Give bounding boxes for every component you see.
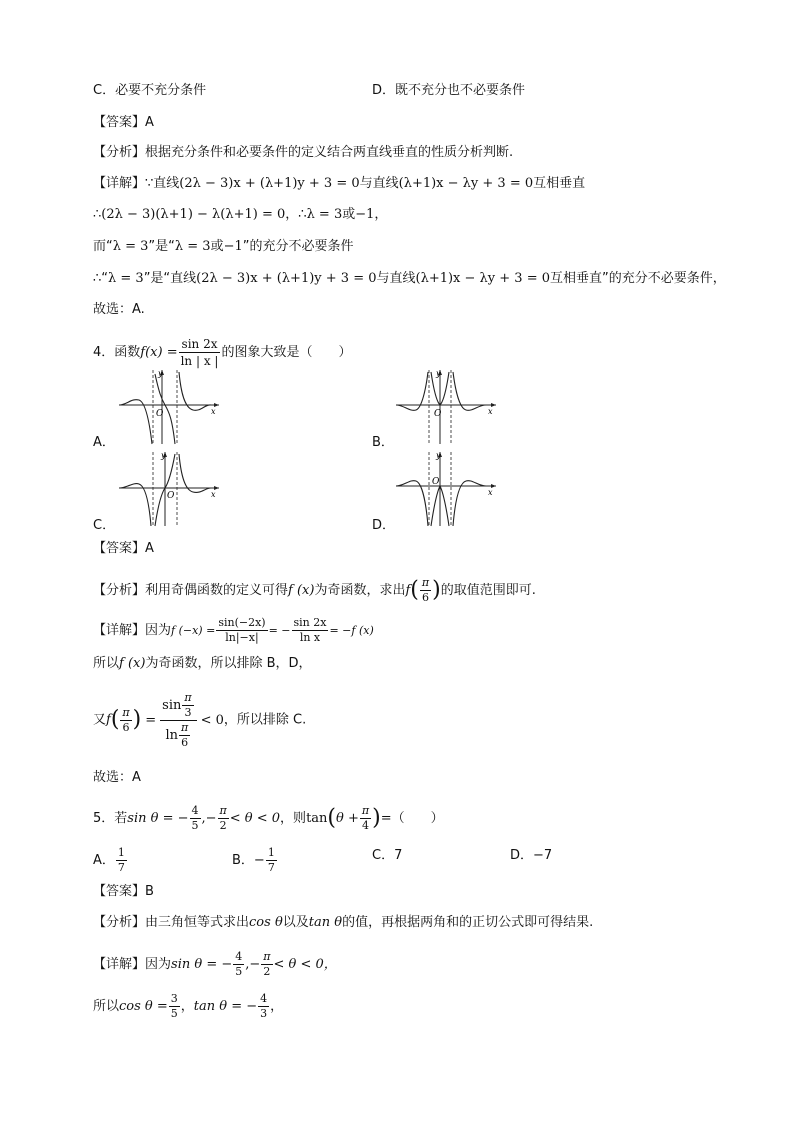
lambda-value: λ = 3 xyxy=(306,207,343,222)
fraction-denominator: 3 xyxy=(184,705,192,719)
graph-option-b xyxy=(392,368,502,446)
theta-plus: θ + xyxy=(336,811,359,826)
conclusion: 故选：A xyxy=(93,770,141,785)
origin-label: O xyxy=(434,409,442,419)
graph-option-c xyxy=(115,450,225,528)
option-d: D．既不充分也不必要条件 xyxy=(372,83,526,98)
q5-option-b xyxy=(232,846,278,875)
function-expr: f xyxy=(106,712,111,728)
answer-value: A xyxy=(145,541,154,556)
detail-text: ，所以排除 C. xyxy=(223,712,307,728)
x-axis-label: x xyxy=(488,407,493,416)
fraction-denominator: 6 xyxy=(122,720,130,734)
tan-expr: tan θ = − xyxy=(193,999,258,1014)
detail-text: 所以 xyxy=(93,999,120,1014)
fraction-denominator: 2 xyxy=(263,965,271,978)
function-expr: f (x) xyxy=(119,656,146,671)
detail-text: 与直线 xyxy=(359,176,399,191)
fraction-numerator: π xyxy=(421,576,430,589)
detail-text: ”是“直线 xyxy=(143,271,197,286)
stem-text: 的图象大致是（ ） xyxy=(221,345,352,360)
fraction-denominator: ln|−x| xyxy=(225,631,259,644)
detail-text: 所以 xyxy=(93,656,120,671)
analysis-text: 根据充分条件和必要条件的定义结合两直线垂直的性质分析判断. xyxy=(145,145,514,160)
function-expr: = −f (x) xyxy=(329,624,374,637)
less-than-zero: < 0 xyxy=(200,712,224,728)
fraction-denominator: 4 xyxy=(361,819,369,832)
theta-range: < θ < 0， xyxy=(273,957,337,972)
fraction-numerator: π xyxy=(361,804,370,817)
fraction-numerator: sin 2x xyxy=(293,616,327,629)
fraction-4-5 xyxy=(190,804,201,833)
answer-line xyxy=(93,539,154,559)
fraction-numerator: π xyxy=(181,720,189,734)
fraction-denominator: 5 xyxy=(235,965,243,978)
detail-text: ， xyxy=(374,207,388,222)
conclusion: 故选：A. xyxy=(93,302,145,317)
detail-text: 互相垂直 xyxy=(533,176,586,191)
pi-over-3 xyxy=(182,691,193,720)
equals: = xyxy=(145,712,157,728)
fraction-denominator: 6 xyxy=(181,735,189,749)
fraction-1-7 xyxy=(266,846,277,875)
option-a-label: A． xyxy=(93,435,115,450)
analysis-text: 由三角恒等式求出 xyxy=(145,915,250,930)
fraction-numerator: π xyxy=(184,690,192,704)
fraction-denominator: 3 xyxy=(260,1007,268,1020)
fraction-denominator: 7 xyxy=(117,861,125,874)
detail-text: ”是“ xyxy=(148,239,175,254)
answer-tag: 【答案】 xyxy=(93,541,146,556)
fraction-4-3 xyxy=(258,992,269,1021)
detail-text: 为奇函数，所以排除 B，D， xyxy=(145,656,312,671)
pi-over-2 xyxy=(261,950,272,979)
detail-text: 又 xyxy=(93,712,107,728)
analysis-text: 利用奇偶函数的定义可得 xyxy=(145,583,289,598)
x-axis-label: x xyxy=(211,407,216,416)
analysis-line xyxy=(93,913,593,933)
fraction-1-7 xyxy=(116,846,127,875)
function-expr: f (x) xyxy=(288,583,315,598)
stem-text: 4．函数 xyxy=(93,345,141,360)
origin-label: O xyxy=(432,477,440,487)
detail-text: ， xyxy=(180,999,194,1014)
pi-over-4 xyxy=(360,804,371,833)
option-label: B．− xyxy=(232,853,265,868)
fraction-2 xyxy=(292,616,329,645)
sin-label: sin xyxy=(162,697,182,713)
function-name: f(x) = xyxy=(140,345,178,360)
fraction-numerator: 4 xyxy=(260,992,268,1005)
graph-option-a xyxy=(115,368,225,446)
detail-tag: 【详解】 xyxy=(93,623,146,638)
fraction-1 xyxy=(216,616,267,645)
analysis-tag: 【分析】 xyxy=(93,915,146,930)
analysis-line: 【分析】利用奇偶函数的定义可得f (x)为奇函数，求出f( $\frac{\pi}{6}$ )的取值范围即可. xyxy=(93,576,536,604)
x-axis-label: x xyxy=(211,490,216,499)
detail-line-4 xyxy=(93,269,726,289)
detail-line-1 xyxy=(93,950,337,979)
answer-value: A xyxy=(145,115,154,130)
analysis-tag: 【分析】 xyxy=(93,583,146,598)
answer-value: B xyxy=(145,884,154,899)
tan-expr: tan θ xyxy=(308,915,343,930)
option-d-label: D． xyxy=(372,518,396,533)
q5-option-a xyxy=(93,846,128,875)
sin-over-ln-fraction xyxy=(160,691,196,750)
pi-over-2 xyxy=(218,804,229,833)
analysis-tag: 【分析】 xyxy=(93,145,146,160)
pi-over-6 xyxy=(179,721,190,750)
separator: ,− xyxy=(201,811,217,826)
detail-line-2 xyxy=(93,992,283,1021)
equals: = xyxy=(380,811,392,826)
lambda-value-2: −1 xyxy=(355,207,375,222)
fraction-numerator: π xyxy=(263,950,271,963)
question-4-stem xyxy=(93,336,351,369)
detail-text: ，∴ xyxy=(285,207,307,222)
detail-text: ”的充分不必要条件 xyxy=(242,239,354,254)
fraction-numerator: π xyxy=(219,804,227,817)
lambda-eq: −1 xyxy=(223,239,243,254)
fraction-numerator: 1 xyxy=(267,846,275,859)
function-fraction xyxy=(179,336,221,369)
line-equation-1: (2λ − 3)x + (λ+1)y + 3 = 0 xyxy=(179,176,360,191)
detail-text: 而“ xyxy=(93,239,113,254)
detail-text: 互相垂直”的充分不必要条件， xyxy=(550,271,726,286)
detail-line-2 xyxy=(93,205,387,225)
stem-text: （ ） xyxy=(391,811,444,826)
detail-line-1 xyxy=(93,174,585,194)
ln-label: ln xyxy=(165,727,179,743)
fraction-numerator: sin(−2x) xyxy=(218,616,266,629)
option-c: C．必要不充分条件 xyxy=(93,83,207,98)
detail-text: 或 xyxy=(210,239,224,254)
fraction-numerator: 4 xyxy=(235,950,243,963)
fraction-3-5 xyxy=(169,992,180,1021)
fraction-denominator: 5 xyxy=(170,1007,178,1020)
line-equation-1: (2λ − 3)x + (λ+1)y + 3 = 0 xyxy=(196,271,377,286)
detail-line-3: 又f( $\frac{\pi}{6}$ ) = sin $\frac{\pi}{3}$ ln $\frac{\pi}{6}$ < 0，所以排除 C. xyxy=(93,690,307,749)
fraction-denominator: 6 xyxy=(421,591,429,604)
fraction-numerator xyxy=(160,691,196,721)
answer-line xyxy=(93,882,154,902)
theta-range: < θ < 0 xyxy=(229,811,281,826)
line-equation-2: (λ+1)x − λy + 3 = 0 xyxy=(415,271,550,286)
analysis-text: 为奇函数，求出 xyxy=(314,583,406,598)
detail-text: 与直线 xyxy=(376,271,416,286)
origin-label: O xyxy=(167,491,175,501)
q5-option-c: C．7 xyxy=(372,848,403,863)
detail-text: ∴“ xyxy=(93,271,109,286)
tan-label: tan xyxy=(306,811,328,826)
detail-text: 因为 xyxy=(145,623,172,638)
cos-expr: cos θ xyxy=(249,915,283,930)
detail-text: 因为 xyxy=(145,957,172,972)
equals: = − xyxy=(268,624,291,637)
lambda-eq: λ = 3 xyxy=(174,239,211,254)
lambda-eq: λ = 3 xyxy=(112,239,149,254)
sin-expr: sin θ = − xyxy=(171,957,233,972)
detail-text: 或 xyxy=(342,207,356,222)
analysis-text: 的值，再根据两角和的正切公式即可得结果. xyxy=(342,915,594,930)
pi-over-6 xyxy=(120,706,131,735)
function-expr: f xyxy=(405,583,411,598)
sin-expr: sin θ = − xyxy=(127,811,189,826)
fraction-denominator xyxy=(160,721,196,750)
perpendicular-condition: ∴(2λ − 3)(λ+1) − λ(λ+1) = 0 xyxy=(93,207,286,222)
analysis-text: 以及 xyxy=(282,915,309,930)
answer-line xyxy=(93,113,154,133)
fraction-numerator: π xyxy=(122,705,130,719)
fraction-numerator: 3 xyxy=(170,992,178,1005)
graph-option-d xyxy=(392,450,502,528)
detail-tag: 【详解】 xyxy=(93,957,146,972)
analysis-line xyxy=(93,143,513,163)
stem-text: 5．若 xyxy=(93,811,128,826)
fraction-denominator: 2 xyxy=(219,819,227,832)
detail-tag: 【详解】 xyxy=(93,176,146,191)
function-expr: f (−x) = xyxy=(171,624,216,637)
detail-text: ， xyxy=(270,999,284,1014)
option-b-label: B． xyxy=(372,435,394,450)
detail-line-3 xyxy=(93,237,354,257)
detail-text: ∵直线 xyxy=(145,176,180,191)
lambda-eq: λ = 3 xyxy=(108,271,144,286)
answer-tag: 【答案】 xyxy=(93,115,146,130)
cos-expr: cos θ = xyxy=(119,999,168,1014)
y-axis-label: y xyxy=(158,369,163,378)
option-label: A． xyxy=(93,853,115,868)
fraction-denominator: 7 xyxy=(267,861,275,874)
option-c-label: C． xyxy=(93,518,116,533)
analysis-text: 的取值范围即可. xyxy=(440,583,536,598)
detail-line-2 xyxy=(93,654,312,674)
fraction-4-5 xyxy=(233,950,244,979)
origin-label: O xyxy=(156,409,164,419)
detail-line-1 xyxy=(93,616,374,645)
fraction-numerator: 4 xyxy=(191,804,199,817)
fraction-numerator: 1 xyxy=(117,846,125,859)
stem-text: ，则 xyxy=(280,811,307,826)
fraction-denominator: 5 xyxy=(191,819,199,832)
x-axis-label: x xyxy=(488,488,493,497)
fraction-denominator: ln x xyxy=(299,631,321,644)
line-equation-2: (λ+1)x − λy + 3 = 0 xyxy=(398,176,534,191)
y-axis-label: y xyxy=(436,369,441,378)
q5-option-d: D．−7 xyxy=(510,848,553,863)
y-axis-label: y xyxy=(436,451,441,460)
fraction-numerator: sin 2x xyxy=(179,336,221,353)
separator: ,− xyxy=(245,957,261,972)
question-5-stem: 5．若sin θ = − $\frac{4}{5}$ ,− $\frac{\pi}{2}$ < θ < 0，则tan(θ + $\frac{\pi}{4}$ )=（ ） xyxy=(93,804,444,832)
y-axis-label: y xyxy=(161,451,166,460)
pi-over-6 xyxy=(420,576,431,605)
answer-tag: 【答案】 xyxy=(93,884,146,899)
fraction-denominator: ln | x | xyxy=(180,354,219,368)
